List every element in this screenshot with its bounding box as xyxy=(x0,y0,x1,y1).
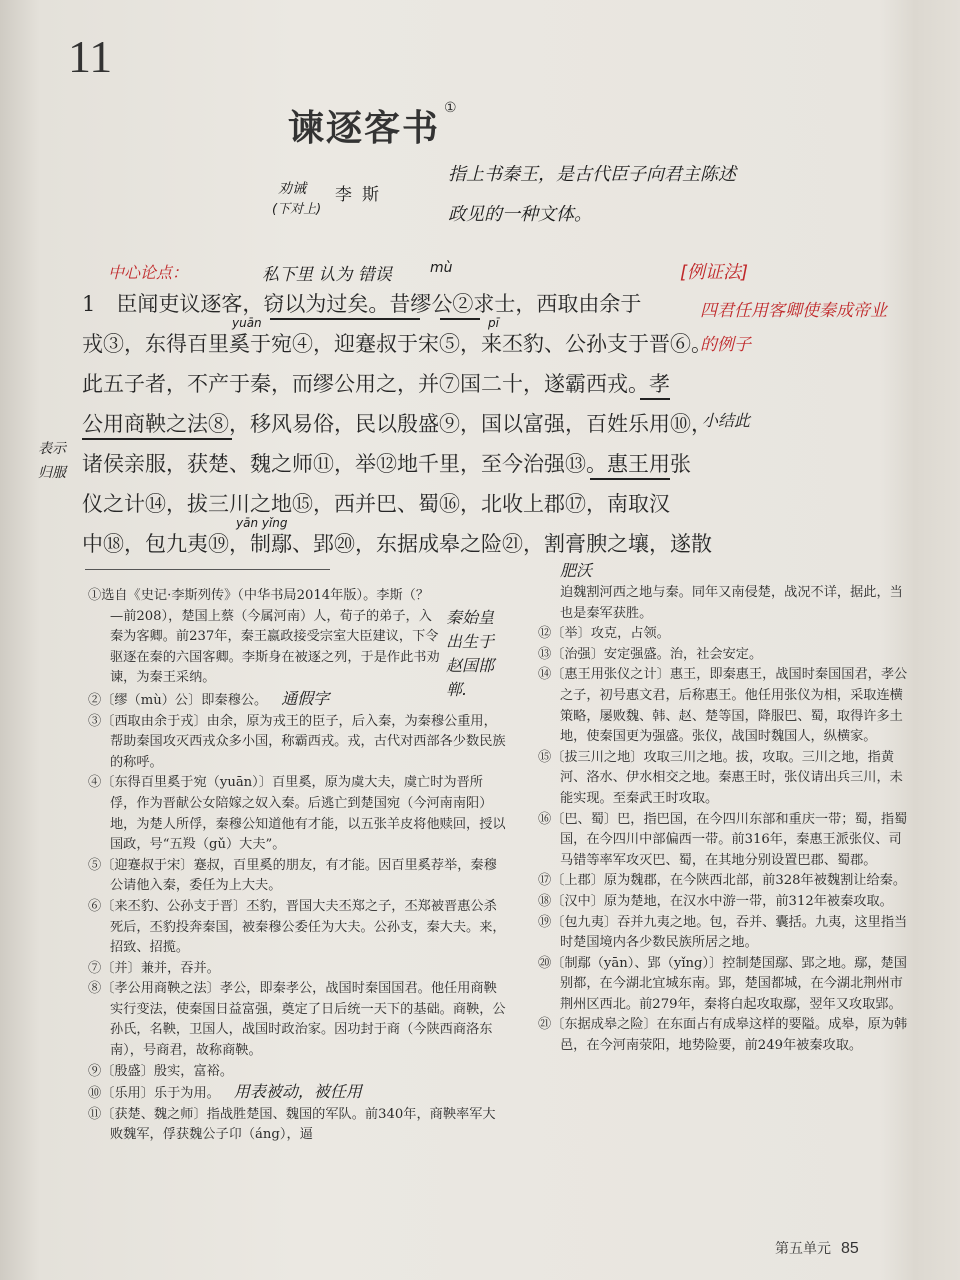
handwritten-note: 政见的一种文体。 xyxy=(448,204,592,225)
handwritten-note: 私下里 认为 错误 xyxy=(262,265,392,285)
footnote-divider xyxy=(85,569,330,570)
footnote-text: 〔并〕兼并，吞并。 xyxy=(101,960,220,976)
footnote xyxy=(538,954,910,1016)
footnote xyxy=(88,959,508,980)
footnote xyxy=(538,665,910,747)
footnote xyxy=(88,856,508,897)
pen-underline xyxy=(640,398,670,400)
main-text xyxy=(82,284,712,564)
footnote-text: 〔惠王用张仪之计〕惠王，即秦惠王，战国时秦国国君，孝公之子，初号惠文君，后称惠王。他任用张仪为相，采取连横策略，屡败魏、韩、赵、楚等国，降服巴、蜀，取得许多土地，使秦国更为强盛。张仪，战国时魏国人，纵横家。 xyxy=(551,667,908,745)
handwritten-note: 秦始皇 xyxy=(446,608,495,627)
handwritten-note: 小结此 xyxy=(702,411,751,430)
footnote-text: 〔包九夷〕吞并九夷之地。包，吞并、囊括。九夷，这里指当时楚国境内各少数民族所居之地。 xyxy=(551,914,908,951)
footnote-text: 〔西取由余于戎〕由余，原为戎王的臣子，后入秦，为秦穆公重用，帮助秦国攻灭西戎众多小国，称霸西戎。戎，古代对西部各少数民族的称呼。 xyxy=(101,713,506,770)
handwritten-note-group xyxy=(446,606,508,702)
title-footnote-marker: ① xyxy=(444,100,459,116)
text-line: 诸侯亲服，获楚、魏之师⑪，举⑫地千里，至今治强⑬。惠王用张 xyxy=(82,452,691,476)
footnote-number: ① xyxy=(88,588,102,603)
handwritten-note: 出生于 xyxy=(446,632,495,651)
handwritten-note: 用表被动，被任用 xyxy=(233,1082,362,1102)
unit-label: 第五单元 xyxy=(775,1241,831,1257)
handwritten-note: 归服 xyxy=(38,465,66,481)
footnote-text: 选自《史记·李斯列传》（中华书局2014年版）。李斯（？—前208），楚国上蔡（今属河南）人，荀子的弟子，入秦为客卿。前237年，秦王嬴政接受宗室大臣建议，下令驱逐在秦的六国客卿。李斯身在被逐之列，于是作此书劝谏，为秦王采纳。 xyxy=(101,588,440,686)
footnote-number: ⑨ xyxy=(88,1063,102,1079)
text-line: 公用商鞅之法⑧，移风易俗，民以殷盛⑨，国以富强，百姓乐用⑩， xyxy=(82,412,712,436)
footnote-number: ⑫ xyxy=(538,626,552,642)
footnote-number: ⑤ xyxy=(88,857,102,873)
text-line: 此五子者，不产于秦，而缪公用之，并⑦国二十，遂霸西戎。孝 xyxy=(82,372,670,396)
footnote-number: ⑥ xyxy=(88,898,102,914)
footnote-number: ⑪ xyxy=(88,1106,102,1122)
handwritten-note: (下对上) xyxy=(272,202,322,217)
text-line: 中⑱，包九夷⑲，制鄢、郢⑳，东据成皋之险㉑，割膏腴之壤，遂散 xyxy=(82,532,712,556)
footnote xyxy=(538,892,910,913)
footnote-text: 〔汉中〕原为楚地，在汉水中游一带，前312年被秦攻取。 xyxy=(551,893,893,909)
handwritten-note-red: 四君任用客卿使秦成帝业 xyxy=(700,301,887,321)
footnote-text: 〔制鄢（yān）、郢（yǐng）〕控制楚国鄢、郢之地。鄢，楚国别都，在今湖北宜城东南。郢，楚国都城，在今湖北荆州市荆州区西北。前279年，秦将白起攻取鄢，翌年又攻取郢。 xyxy=(551,955,907,1012)
footnote xyxy=(88,1062,508,1083)
pen-underline xyxy=(270,318,420,320)
footnote-continuation: 迫魏割河西之地与秦。同年又南侵楚，战况不详，据此，当也是秦军获胜。 xyxy=(560,585,903,621)
footnote-number: ⑮ xyxy=(538,749,552,765)
footnote-text: 〔上郡〕原为魏郡，在今陕西北部，前328年被魏割让给秦。 xyxy=(551,873,907,889)
lesson-number: 11 xyxy=(68,31,113,82)
footnotes-right-column xyxy=(538,583,910,1057)
text-line: 仪之计⑭，拔三川之地⑮，西并巴、蜀⑯，北收上郡⑰，南取汉 xyxy=(82,492,670,516)
footnote-number: ⑰ xyxy=(538,873,552,889)
author: 李斯 xyxy=(335,185,389,205)
footnote xyxy=(88,773,508,855)
footnote xyxy=(88,1082,508,1105)
footnote-number: ⑳ xyxy=(538,955,552,971)
handwritten-note: 指上书秦王，是古代臣子向君主陈述 xyxy=(448,164,736,185)
footnote-text: 〔治强〕安定强盛。治，社会安定。 xyxy=(551,646,763,662)
pen-underline xyxy=(590,478,670,480)
footnote xyxy=(538,913,910,954)
handwritten-note-red: [例证法] xyxy=(680,262,749,283)
footnote-number: ③ xyxy=(88,713,102,729)
footnote-number: ⑭ xyxy=(538,667,552,683)
handwritten-note-red: 中心论点： xyxy=(108,263,189,282)
handwritten-note-red: 的例子 xyxy=(700,335,751,355)
title-text: 谏逐客书 xyxy=(288,107,441,149)
footnote-number: ⑦ xyxy=(88,960,102,976)
footnote-number: ⑯ xyxy=(538,811,552,827)
footnote-number: ⑧ xyxy=(88,981,102,997)
footnotes-left-column xyxy=(88,586,508,1146)
handwritten-note: 赵国邯 xyxy=(446,656,495,675)
footnote-number: ⑩ xyxy=(88,1086,102,1102)
footnote-number: ⑬ xyxy=(538,646,552,662)
footnote xyxy=(538,645,910,666)
handwritten-note: 劝诫 xyxy=(278,181,306,197)
footnote xyxy=(88,979,508,1061)
footnote-text: 〔拔三川之地〕攻取三川之地。拔，攻取。三川之地，指黄河、洛水、伊水相交之地。秦惠王时，张仪请出兵三川，未能实现。至秦武王时攻取。 xyxy=(551,749,903,806)
footnote-number: ④ xyxy=(88,775,102,791)
handwritten-note: 表示 xyxy=(38,441,66,457)
footnote xyxy=(538,810,910,872)
footnote-text: 〔巴、蜀〕巴，指巴国，在今四川东部和重庆一带；蜀，指蜀国，在今四川中部偏西一带。前316年，秦惠王派张仪、司马错等率军攻灭巴、蜀，在其地分别设置巴郡、蜀郡。 xyxy=(551,811,908,868)
handwritten-note: yuān xyxy=(232,316,262,330)
pen-underline xyxy=(440,318,480,320)
pen-underline xyxy=(82,438,232,440)
footnote-text: 〔孝公用商鞅之法〕孝公，即秦孝公，战国时秦国国君。他任用商鞅实行变法，使秦国日益富强，奠定了日后统一天下的基础。商鞅，公孙氏，名鞅，卫国人，战国时政治家。因功封于商（今陕西商洛东南），号商君，故称商鞅。 xyxy=(101,981,506,1059)
footnote-text: 〔乐用〕乐于为用。 xyxy=(101,1086,220,1102)
footnote-text: 〔举〕攻克，占领。 xyxy=(551,626,670,642)
footnote-text: 〔获楚、魏之师〕指战胜楚国、魏国的军队。前340年，商鞅率军大败魏军，俘获魏公子卬（áng），逼 xyxy=(101,1106,496,1143)
footnote-number: ⑱ xyxy=(538,893,552,909)
text-line: 1 臣闻吏议逐客，窃以为过矣。昔缪公②求士，西取由余于 xyxy=(82,292,642,316)
footnote-text: 〔东据成皋之险〕在东面占有成皋这样的要隘。成皋，原为韩邑，在今河南荥阳，地势险要，前249年被秦攻取。 xyxy=(551,1017,908,1054)
page-number: 85 xyxy=(841,1240,859,1257)
page-footer xyxy=(775,1238,859,1258)
handwritten-note: pī xyxy=(488,316,499,330)
handwritten-note: 肥沃 xyxy=(560,561,593,580)
footnote xyxy=(538,1015,910,1056)
footnote xyxy=(88,1105,508,1146)
footnote xyxy=(538,748,910,810)
footnote-number: ⑲ xyxy=(538,914,552,930)
footnote xyxy=(538,871,910,892)
text-line: 戎③，东得百里奚于宛④，迎蹇叔于宋⑤，来丕豹、公孙支于晋⑥。 xyxy=(82,332,712,356)
footnote-number: ㉑ xyxy=(538,1017,552,1033)
footnote xyxy=(88,712,508,774)
footnote xyxy=(538,624,910,645)
handwritten-note: 郸. xyxy=(446,680,468,699)
handwritten-note: yān yǐng xyxy=(236,516,288,530)
footnote-number: ② xyxy=(88,692,102,708)
handwritten-note: 通假字 xyxy=(281,688,330,708)
footnote-text: 〔东得百里奚于宛（yuān）〕百里奚，原为虞大夫，虞亡时为晋所俘，作为晋献公女陪嫁之奴入秦。后逃亡到楚国宛（今河南南阳）地，为楚人所俘，秦穆公知道他有才能，以五张羊皮将他赎回，授以国政，号“五羖（gǔ）大夫”。 xyxy=(101,775,506,853)
footnote-text: 〔殷盛〕殷实，富裕。 xyxy=(101,1063,234,1079)
handwritten-note: mù xyxy=(430,260,453,276)
footnote-text: 〔缪（mù）公〕即秦穆公。 xyxy=(101,692,268,708)
footnote xyxy=(88,897,508,959)
footnote-text: 〔来丕豹、公孙支于晋〕丕豹，晋国大夫丕郑之子，丕郑被晋惠公杀死后，丕豹投奔秦国，被秦穆公委任为大夫。公孙支，秦大夫。来，招致、招揽。 xyxy=(101,898,506,956)
footnote-text: 〔迎蹇叔于宋〕蹇叔，百里奚的朋友，有才能。因百里奚荐举，秦穆公请他入秦，委任为上大夫。 xyxy=(101,857,497,894)
footnote xyxy=(88,689,508,712)
page-title xyxy=(288,100,459,151)
